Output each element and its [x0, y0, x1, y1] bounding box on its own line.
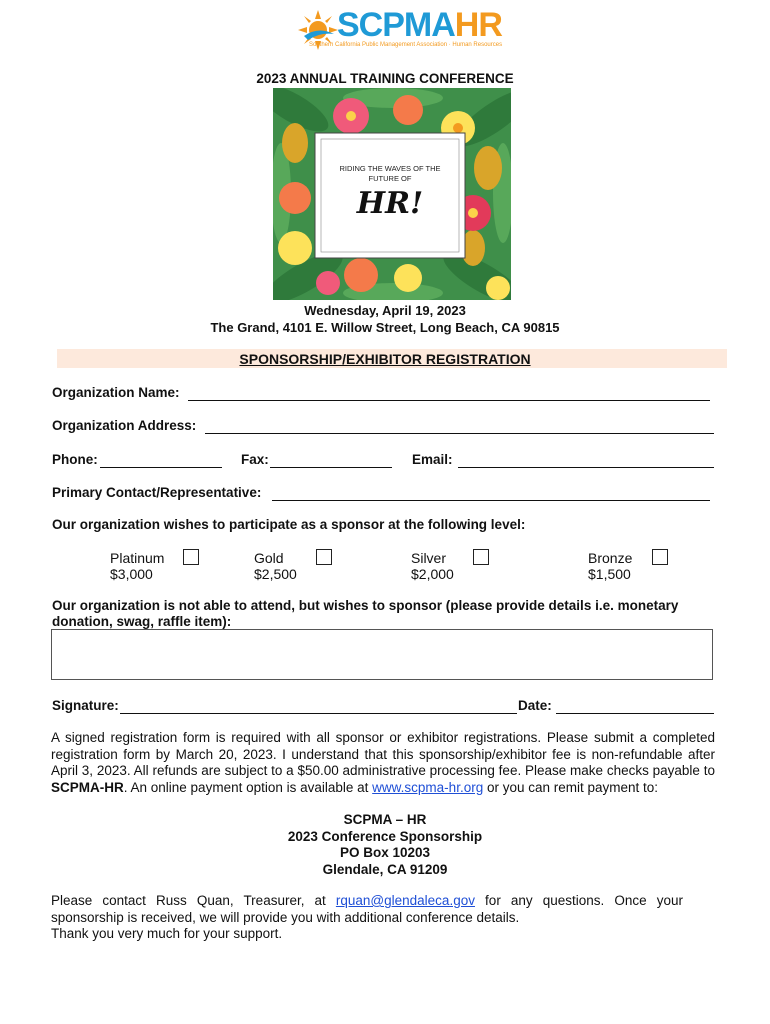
- level-price: $2,000: [411, 566, 454, 582]
- hero-script: HR!: [356, 186, 424, 221]
- bronze-checkbox[interactable]: [652, 549, 668, 565]
- logo-wordmark: [337, 6, 502, 45]
- contact-field[interactable]: [272, 486, 710, 501]
- platinum-checkbox[interactable]: [183, 549, 199, 565]
- instructions-paragraph: [51, 730, 715, 796]
- level-price: $3,000: [110, 566, 153, 582]
- email-label: Email:: [412, 452, 453, 467]
- payable-to: SCPMA-HR: [51, 779, 124, 795]
- org-address-label: Organization Address:: [52, 418, 197, 433]
- hero-image: [273, 88, 511, 300]
- date-field[interactable]: [556, 699, 714, 714]
- event-venue: The Grand, 4101 E. Willow Street, Long Beach, CA 90815: [210, 320, 560, 335]
- level-name: Bronze: [588, 550, 633, 566]
- org-address-field[interactable]: [205, 419, 714, 434]
- address-line-1: SCPMA – HR: [343, 812, 427, 827]
- mailing-address: [0, 812, 770, 878]
- level-name: Silver: [411, 550, 447, 566]
- email-field[interactable]: [458, 453, 714, 468]
- instructions-text-1: A signed registration form is required with all sponsor or exhibitor registrations. Please submit a completed registration form by March 20, 2023. I understand that this sponsorship/exhibitor fee is non-refundable after April 3, 2023. All refunds are subject to a $50.00 administrative processing fee. Please make checks payable to: [51, 730, 715, 778]
- levels-prompt: Our organization wishes to participate as a sponsor at the following level:: [52, 517, 526, 532]
- page-title: 2023 ANNUAL TRAINING CONFERENCE: [256, 71, 514, 86]
- logo-wordmark-scpma: SCPMA: [337, 6, 455, 44]
- hero-line-2: FUTURE OF: [368, 174, 412, 183]
- fax-field[interactable]: [270, 453, 392, 468]
- thanks-text: Thank you very much for your support.: [51, 926, 283, 941]
- level-price: $2,500: [254, 566, 297, 582]
- instructions-text-3: or you can remit payment to:: [483, 779, 659, 795]
- org-name-label: Organization Name:: [52, 385, 180, 400]
- hero-tagline: [315, 164, 465, 184]
- level-platinum: [110, 550, 164, 582]
- address-line-2: 2023 Conference Sponsorship: [287, 828, 483, 844]
- level-price: $1,500: [588, 566, 631, 582]
- website-link[interactable]: www.scpma-hr.org: [372, 779, 484, 795]
- fax-label: Fax:: [241, 452, 269, 467]
- phone-label: Phone:: [52, 452, 98, 467]
- logo-tagline: Southern California Public Management Association · Human Resources: [309, 42, 503, 48]
- level-bronze: [588, 550, 632, 582]
- event-date: Wednesday, April 19, 2023: [304, 303, 466, 318]
- signature-field[interactable]: [120, 699, 517, 714]
- contact-label: Primary Contact/Representative:: [52, 485, 262, 500]
- contact-email-link[interactable]: rquan@glendaleca.gov: [335, 893, 475, 908]
- date-label: Date:: [518, 698, 552, 713]
- gold-checkbox[interactable]: [316, 549, 332, 565]
- silver-checkbox[interactable]: [473, 549, 489, 565]
- closing-text-2: for any questions. Once your sponsorship is received, we will provide you with additional conference details.: [51, 893, 683, 925]
- hero-line-1: RIDING THE WAVES OF THE: [339, 164, 441, 173]
- instructions-text-2: . An online payment option is available at: [123, 779, 373, 795]
- section-title: SPONSORSHIP/EXHIBITOR REGISTRATION: [239, 351, 531, 367]
- closing-paragraph: [51, 893, 683, 926]
- signature-label: Signature:: [52, 698, 119, 713]
- level-name: Platinum: [110, 550, 165, 566]
- sponsor-details-textarea[interactable]: [51, 629, 713, 680]
- not-attend-label: Our organization is not able to attend, but wishes to sponsor (please provide details i.e. monetary donation, swag, raffle item):: [52, 598, 679, 629]
- level-gold: [254, 550, 297, 582]
- org-name-field[interactable]: [188, 386, 710, 401]
- logo-wordmark-hr: HR: [454, 6, 502, 44]
- address-line-3: PO Box 10203: [339, 845, 431, 860]
- level-silver: [411, 550, 454, 582]
- address-line-4: Glendale, CA 91209: [322, 861, 448, 877]
- level-name: Gold: [254, 550, 284, 566]
- closing-text-1: Please contact Russ Quan, Treasurer, at: [51, 893, 336, 908]
- phone-field[interactable]: [100, 453, 222, 468]
